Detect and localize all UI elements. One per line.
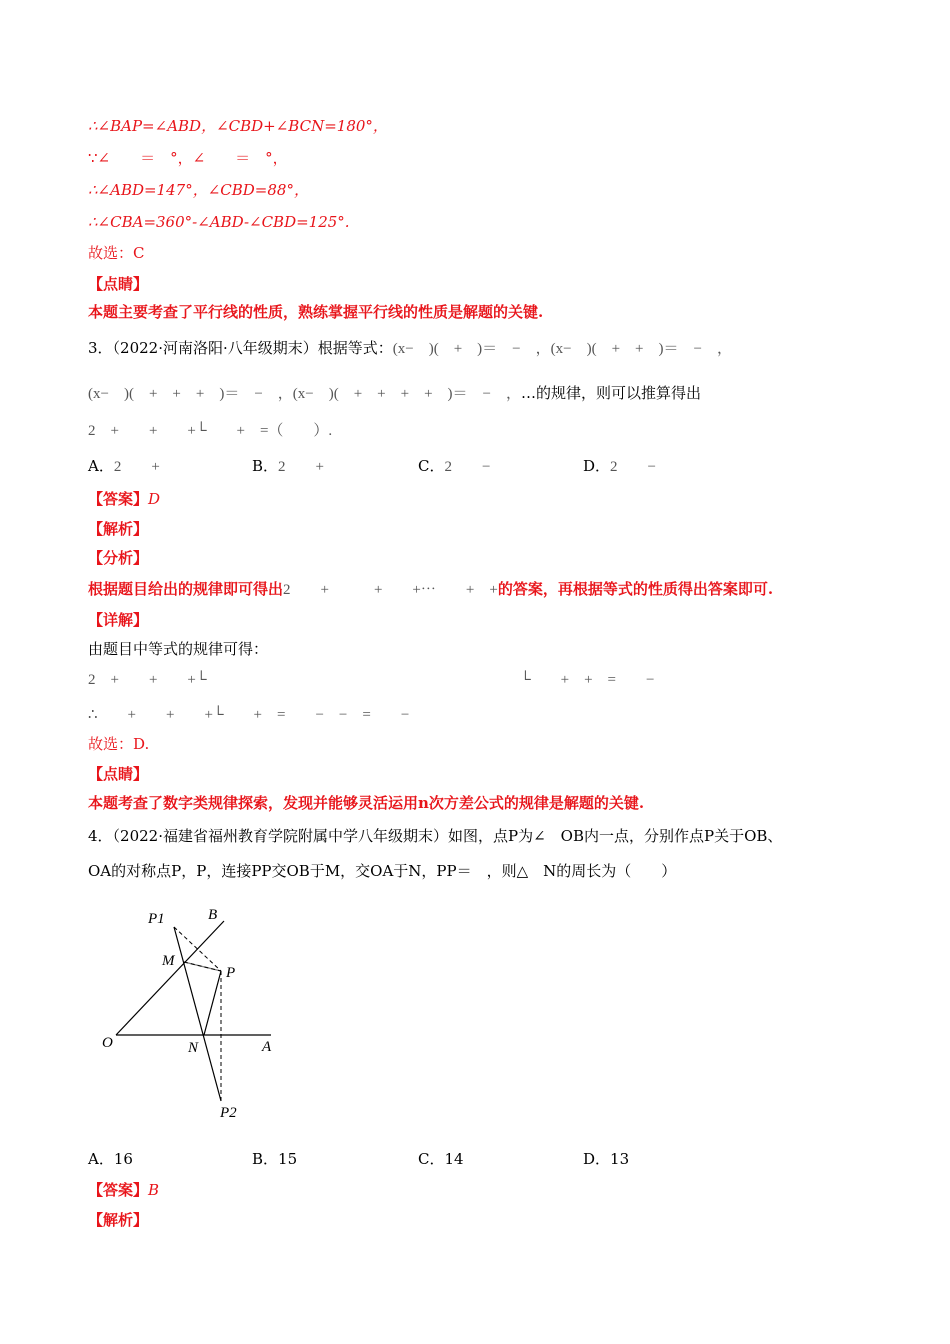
q3-option-a [88, 456, 160, 477]
option-text: 2 − [610, 459, 656, 475]
proof-line-4: ∴∠CBA=360°-∠ABD-∠CBD=125°. [88, 213, 350, 231]
ray-ob [116, 921, 224, 1035]
fenxi-math: 2 + + +⋯ + + [283, 582, 498, 598]
fenxi-text-b: 的答案，再根据等式的性质得出答案即可. [497, 580, 774, 598]
label-a: A [262, 1039, 272, 1055]
label-n: N [188, 1040, 199, 1056]
option-label: C． [418, 457, 445, 475]
label-p1: P1 [148, 911, 165, 927]
q4-option-b [252, 1149, 297, 1169]
q3-option-c [418, 456, 490, 477]
q3-option-d [583, 456, 656, 477]
label-b: B [208, 907, 218, 923]
q2-dianjing-text: 本题主要考查了平行线的性质，熟练掌握平行线的性质是解题的关键. [88, 303, 544, 321]
q3-stem-math2: (x− )( + + + )＝ − ，(x− )( + + + + )＝ − ， [88, 386, 522, 402]
q3-option-b [252, 456, 324, 477]
q3-fenxi-text [88, 579, 773, 600]
q3-work-line1b: └ + + = − [520, 672, 655, 688]
q2-dianjing-tag: 【点睛】 [88, 275, 149, 293]
segment-mp [184, 962, 221, 971]
q3-stem-line1 [88, 338, 732, 359]
option-text: 16 [113, 1150, 133, 1168]
q4-option-d [583, 1149, 629, 1169]
q3-stem-suffix: …的规律，则可以推算得出 [521, 384, 702, 402]
q3-xiangjie-tag: 【详解】 [88, 611, 149, 629]
label-p: P [226, 965, 236, 981]
segment-pn [204, 971, 221, 1035]
q3-stem-line2 [88, 383, 701, 404]
segment-p1p2 [174, 927, 221, 1101]
q3-jiexi-tag: 【解析】 [88, 520, 149, 538]
q3-fenxi-tag: 【分析】 [88, 549, 149, 567]
option-text: 2 + [113, 459, 160, 475]
fenxi-text-a: 根据题目给出的规律即可得出 [88, 580, 284, 598]
q4-answer [88, 1180, 159, 1200]
label-p2: P2 [220, 1105, 237, 1121]
option-text: 15 [278, 1150, 298, 1168]
answer-tag: 【答案】 [88, 490, 149, 508]
answer-value: B [148, 1181, 160, 1199]
q4-stem-line2: OA的对称点P，P，连接PP交OB于M，交OA于N，PP＝ ，则△ N的周长为（ ） [88, 862, 677, 880]
proof-line-1: ∴∠BAP=∠ABD，∠CBD+∠BCN=180°， [88, 117, 388, 135]
option-text: 14 [444, 1150, 464, 1168]
option-text: 2 − [444, 459, 491, 475]
q4-jiexi-tag: 【解析】 [88, 1211, 149, 1229]
label-o: O [102, 1035, 113, 1051]
answer-tag: 【答案】 [88, 1181, 149, 1199]
q3-work-line2: ∴ + + +└ + = − − = − [88, 707, 410, 723]
label-m: M [162, 953, 175, 969]
option-label: B． [252, 1150, 279, 1168]
q3-work-line1a: 2 + + +└ [88, 672, 207, 688]
option-label: D． [583, 1150, 611, 1168]
q3-stem-line3: 2 + + +└ + =（ ）. [88, 423, 333, 439]
option-text: 13 [610, 1150, 630, 1168]
q3-dianjing-tag: 【点睛】 [88, 765, 149, 783]
q3-stem-math1: (x− )( + )＝ − ，(x− )( + + )＝ − ， [392, 341, 732, 357]
option-label: C． [418, 1150, 445, 1168]
option-label: A． [88, 457, 114, 475]
q4-option-c [418, 1149, 464, 1169]
geometry-figure [96, 905, 306, 1125]
answer-value: D [148, 490, 161, 508]
q2-choice: 故选：C [88, 244, 145, 262]
q3-stem-prefix: 3．（2022·河南洛阳·八年级期末）根据等式： [88, 339, 393, 357]
proof-line-3: ∴∠ABD=147°，∠CBD=88°， [88, 181, 309, 199]
option-label: D． [583, 457, 611, 475]
q3-answer [88, 489, 160, 509]
q3-xiangjie-text: 由题目中等式的规律可得： [88, 640, 269, 658]
q4-option-a [88, 1149, 133, 1169]
proof-line-2: ∵∠ ＝ °，∠ ＝ °， [88, 149, 288, 167]
q4-stem-line1: 4．（2022·福建省福州教育学院附属中学八年级期末）如图，点P为∠ OB内一点，分别作点P关于OB、 [88, 827, 783, 845]
option-label: B． [252, 457, 279, 475]
option-label: A． [88, 1150, 114, 1168]
q3-choice: 故选：D. [88, 735, 150, 753]
option-text: 2 + [278, 459, 324, 475]
q3-dianjing-text: 本题考查了数字类规律探索，发现并能够灵活运用n次方差公式的规律是解题的关键. [88, 794, 645, 812]
